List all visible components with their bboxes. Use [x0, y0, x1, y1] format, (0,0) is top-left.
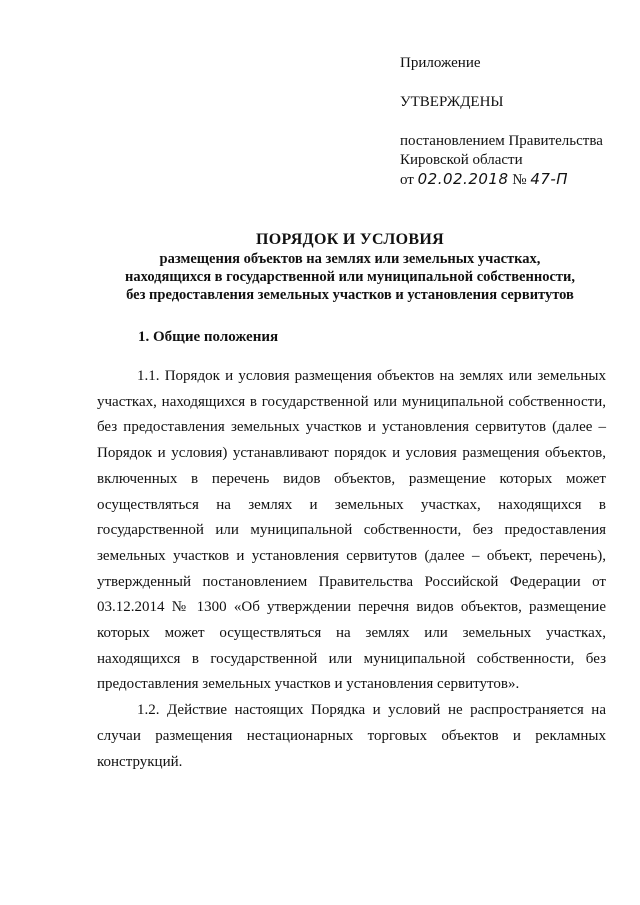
section-heading: 1. Общие положения — [138, 329, 279, 345]
paragraph-1-2: 1.2. Действие настоящих Порядка и условий не распространяется на случаи размещения нестационарных торговых объектов и рекламных конструкций. — [97, 702, 606, 770]
title-sub-line-3: без предоставления земельных участков и установления сервитутов — [126, 287, 574, 303]
appendix-label: Приложение — [400, 55, 481, 71]
document-title — [70, 230, 630, 304]
paragraph-1-1: 1.1. Порядок и условия размещения объектов на землях или земельных участках, находящихся в государственной или муниципальной собственности, без предоставления земельных участков и установления сервитутов (далее – Порядок и условия) устанавливают порядок и условия размещения объектов, включенных в перечень видов объектов, размещение которых может осуществляться на землях и земельных участках, находящихся в государственной или муниципальной собственности, без предоставления земельных участков и установления сервитутов (далее – объект, перечень), утвержденный постановлением Правительства Российской Федерации от 03.12.2014 № 1300 «Об утверждении перечня видов объектов, размещение которых может осуществляться на землях или земельных участках, находящихся в государственной или муниципальной собственности, без предоставления земельных участков и установления сервитутов». — [97, 368, 606, 693]
handwritten-number: 47-П — [530, 170, 569, 188]
approval-stamp-block — [400, 54, 630, 190]
handwritten-date: 02.02.2018 — [417, 170, 509, 188]
decree-date-line — [400, 170, 630, 190]
title-sub-line-1: размещения объектов на землях или земельных участках, — [159, 251, 541, 267]
approved-label: УТВЕРЖДЕНЫ — [400, 94, 504, 110]
date-prefix: от — [400, 172, 414, 188]
decree-line-2: Кировской области — [400, 152, 523, 168]
decree-line-1: постановлением Правительства — [400, 133, 603, 149]
title-sub-line-2: находящихся в государственной или муниципальной собственности, — [125, 269, 575, 285]
title-main: ПОРЯДОК И УСЛОВИЯ — [256, 231, 444, 248]
number-prefix: № — [512, 172, 527, 188]
body-text — [97, 364, 606, 775]
